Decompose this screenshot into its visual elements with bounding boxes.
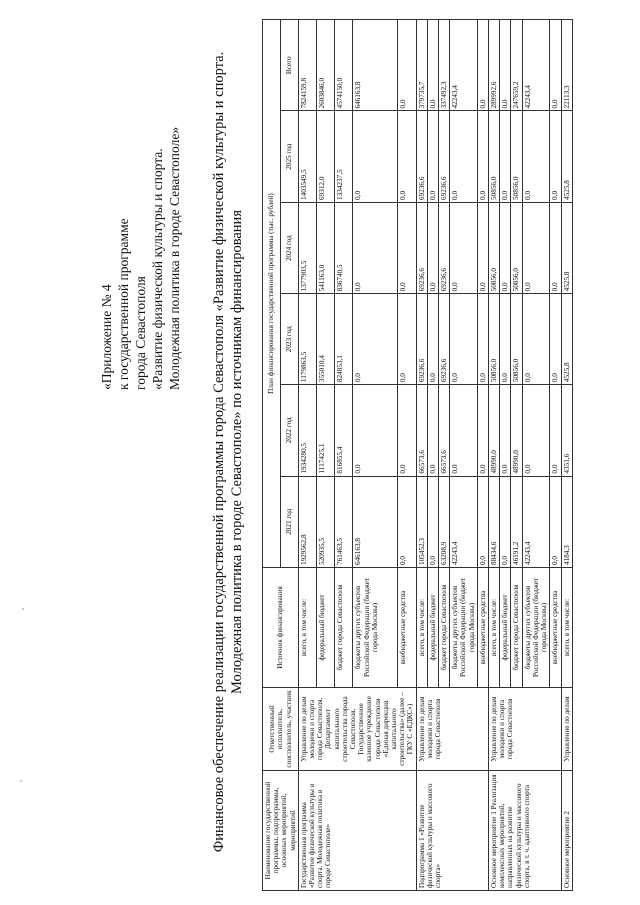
total-cell: 42243,4: [450, 20, 478, 112]
header-program: Наименование государственной программы, подпрограммы, основных мероприятий, мероприятий: [263, 771, 299, 891]
financing-table: [262, 19, 573, 891]
value-cell: 0,0: [353, 111, 398, 202]
appendix-line: Молодежная политика в городе Севастополе»: [167, 126, 182, 390]
value-cell: 0,0: [500, 294, 511, 385]
value-cell: 50856,0: [489, 202, 500, 293]
value-cell: 0,0: [450, 385, 478, 476]
program-name-cell: Государственная программа «Развитие физической культуры и спорта. Молодежная политика в городе Севастополе»: [298, 771, 416, 891]
value-cell: 0,0: [477, 202, 488, 293]
executor-cell: Управление по делам молодежи и спорта города Севастополя: [416, 688, 488, 771]
source-cell: всего, в том числе:: [561, 568, 572, 688]
total-cell: 4574150,0: [335, 20, 353, 112]
value-cell: 0,0: [353, 202, 398, 293]
value-cell: 520935,5: [317, 476, 335, 567]
source-cell: федеральный бюджет: [427, 568, 438, 688]
value-cell: 1117425,1: [317, 385, 335, 476]
value-cell: 0,0: [500, 202, 511, 293]
value-cell: 69236,6: [439, 111, 450, 202]
value-cell: 0,0: [550, 202, 561, 293]
value-cell: 1377903,5: [298, 202, 316, 293]
value-cell: 50856,0: [511, 294, 522, 385]
value-cell: 42243,4: [450, 476, 478, 567]
value-cell: 1179863,5: [298, 294, 316, 385]
executor-cell: Управление по делам молодежи и спорта города Севастополя: [489, 688, 561, 771]
value-cell: 66573,6: [439, 385, 450, 476]
header-year: 2024 год: [280, 202, 298, 293]
value-cell: 50856,0: [489, 294, 500, 385]
value-cell: 0,0: [353, 294, 398, 385]
value-cell: 0,0: [522, 385, 550, 476]
value-cell: 4351,6: [561, 385, 572, 476]
value-cell: 0,0: [450, 111, 478, 202]
value-cell: 0,0: [550, 294, 561, 385]
value-cell: 42243,4: [522, 476, 550, 567]
source-cell: бюджет города Севастополя: [511, 568, 522, 688]
table-row: [489, 20, 500, 891]
value-cell: 0,0: [427, 111, 438, 202]
value-cell: 0,0: [398, 202, 416, 293]
value-cell: 0,0: [477, 111, 488, 202]
value-cell: 0,0: [500, 111, 511, 202]
value-cell: 0,0: [427, 202, 438, 293]
value-cell: 0,0: [450, 294, 478, 385]
total-cell: 0,0: [398, 20, 416, 112]
value-cell: 0,0: [550, 111, 561, 202]
source-cell: внебюджетные средства: [477, 568, 488, 688]
value-cell: 0,0: [477, 385, 488, 476]
value-cell: 1403549,5: [298, 111, 316, 202]
table-body: [298, 20, 572, 891]
header-year: 2021 год: [280, 476, 298, 567]
value-cell: 1334237,5: [335, 111, 353, 202]
value-cell: 0,0: [500, 476, 511, 567]
value-cell: 0,0: [398, 385, 416, 476]
value-cell: 0,0: [398, 476, 416, 567]
value-cell: 50856,0: [511, 111, 522, 202]
value-cell: 0,0: [450, 202, 478, 293]
executor-cell: Управление по делам: [561, 688, 572, 771]
total-cell: 0,0: [427, 20, 438, 112]
total-cell: 379735,7: [416, 20, 427, 112]
value-cell: 0,0: [398, 111, 416, 202]
value-cell: 0,0: [398, 294, 416, 385]
header-total: Всего: [280, 20, 298, 112]
value-cell: 69312,0: [317, 111, 335, 202]
header-plan: План финансирования государственной программы (тыс. рублей): [263, 20, 281, 568]
value-cell: 88434,6: [489, 476, 500, 567]
value-cell: 1929562,8: [298, 476, 316, 567]
table-row: [416, 20, 427, 891]
appendix-line: города Севастополя: [133, 276, 148, 390]
total-cell: 2603846,0: [317, 20, 335, 112]
appendix-heading: [98, 10, 183, 390]
value-cell: 0,0: [477, 476, 488, 567]
value-cell: 761463,5: [335, 476, 353, 567]
document-title: Финансовое обеспечение реализации государственной программы города Севастополя «Развитие физической культуры и спорта. Молодежная политика в городе Севастополе» по источникам финансирования: [211, 51, 245, 853]
total-cell: 22113,3: [561, 20, 572, 112]
header-executor: Ответственный исполнитель, соисполнитель, участник: [263, 688, 299, 771]
value-cell: 69236,6: [416, 111, 427, 202]
value-cell: 46191,2: [511, 476, 522, 567]
value-cell: 0,0: [353, 385, 398, 476]
total-cell: 646163,8: [353, 20, 398, 112]
header-source: Источник финансирования: [263, 568, 299, 688]
value-cell: 50856,0: [489, 111, 500, 202]
source-cell: бюджеты других субъектов Российской Федерации (бюджет города Москвы): [522, 568, 550, 688]
total-cell: 247659,2: [511, 20, 522, 112]
total-cell: 0,0: [500, 20, 511, 112]
value-cell: 355010,4: [317, 294, 335, 385]
value-cell: 63208,9: [439, 476, 450, 567]
value-cell: 0,0: [550, 385, 561, 476]
total-cell: 0,0: [550, 20, 561, 112]
value-cell: 824853,1: [335, 294, 353, 385]
table-row: [561, 20, 572, 891]
source-cell: бюджет города Севастополя: [439, 568, 450, 688]
value-cell: 541163,0: [317, 202, 335, 293]
value-cell: 1934280,5: [298, 385, 316, 476]
value-cell: 0,0: [427, 385, 438, 476]
appendix-line: к государственной программе: [116, 218, 131, 390]
source-cell: внебюджетные средства: [398, 568, 416, 688]
value-cell: 0,0: [427, 294, 438, 385]
value-cell: 48990,0: [511, 385, 522, 476]
value-cell: 816855,4: [335, 385, 353, 476]
value-cell: 69236,6: [439, 202, 450, 293]
table-row: [298, 20, 316, 891]
header-year: 2025 год: [280, 111, 298, 202]
total-cell: 289992,6: [489, 20, 500, 112]
appendix-line: «Приложение № 4: [99, 284, 114, 390]
total-cell: 0,0: [477, 20, 488, 112]
value-cell: 66573,6: [416, 385, 427, 476]
source-cell: бюджет города Севастополя: [335, 568, 353, 688]
source-cell: всего, в том числе:: [489, 568, 500, 688]
program-name-cell: Основное мероприятие 2: [561, 771, 572, 891]
total-cell: 337492,3: [439, 20, 450, 112]
value-cell: 0,0: [477, 294, 488, 385]
source-cell: всего, в том числе:: [416, 568, 427, 688]
value-cell: 4525,8: [561, 202, 572, 293]
value-cell: 0,0: [522, 202, 550, 293]
program-name-cell: Подпрограмма 1 «Развитие физической культуры и массового спорта»: [416, 771, 488, 891]
header-year: 2022 год: [280, 385, 298, 476]
source-cell: федеральный бюджет: [317, 568, 335, 688]
value-cell: 0,0: [500, 385, 511, 476]
value-cell: 69236,6: [416, 202, 427, 293]
value-cell: 836740,5: [335, 202, 353, 293]
source-cell: внебюджетные средства: [550, 568, 561, 688]
executor-cell: Управление по делам молодежи и спорта города Севастополя, Департамент капитального строительства города Севастополя, Государственное казенное учреждение города Севастополя «Единая дирекция капитального строительства» (далее – ГКУ С «ЕДКС»): [298, 688, 416, 771]
value-cell: 105452,3: [416, 476, 427, 567]
value-cell: 4184,3: [561, 476, 572, 567]
value-cell: 0,0: [522, 294, 550, 385]
total-cell: 7824159,8: [298, 20, 316, 112]
value-cell: 69236,6: [439, 294, 450, 385]
appendix-line: «Развитие физической культуры и спорта.: [150, 148, 165, 390]
value-cell: 4525,8: [561, 294, 572, 385]
value-cell: 0,0: [550, 476, 561, 567]
value-cell: 4525,8: [561, 111, 572, 202]
source-cell: бюджеты других субъектов Российской Федерации (бюджет города Москвы): [353, 568, 398, 688]
value-cell: 0,0: [427, 476, 438, 567]
value-cell: 48990,0: [489, 385, 500, 476]
value-cell: 50856,0: [511, 202, 522, 293]
value-cell: 69236,6: [416, 294, 427, 385]
source-cell: всего, в том числе:: [298, 568, 316, 688]
total-cell: 42243,4: [522, 20, 550, 112]
source-cell: федеральный бюджет: [500, 568, 511, 688]
source-cell: бюджеты других субъектов Российской Федерации (бюджет города Москвы): [450, 568, 478, 688]
header-year: 2023 год: [280, 294, 298, 385]
program-name-cell: Основное мероприятие 1 Реализация комплексных мероприятий, направленных на развитие физической культуры и массового спорта, в т. ч. адаптивного спорта: [489, 771, 561, 891]
scan-speck: [22, 608, 24, 610]
scan-speck: [20, 780, 22, 782]
value-cell: 0,0: [522, 111, 550, 202]
value-cell: 646163,8: [353, 476, 398, 567]
